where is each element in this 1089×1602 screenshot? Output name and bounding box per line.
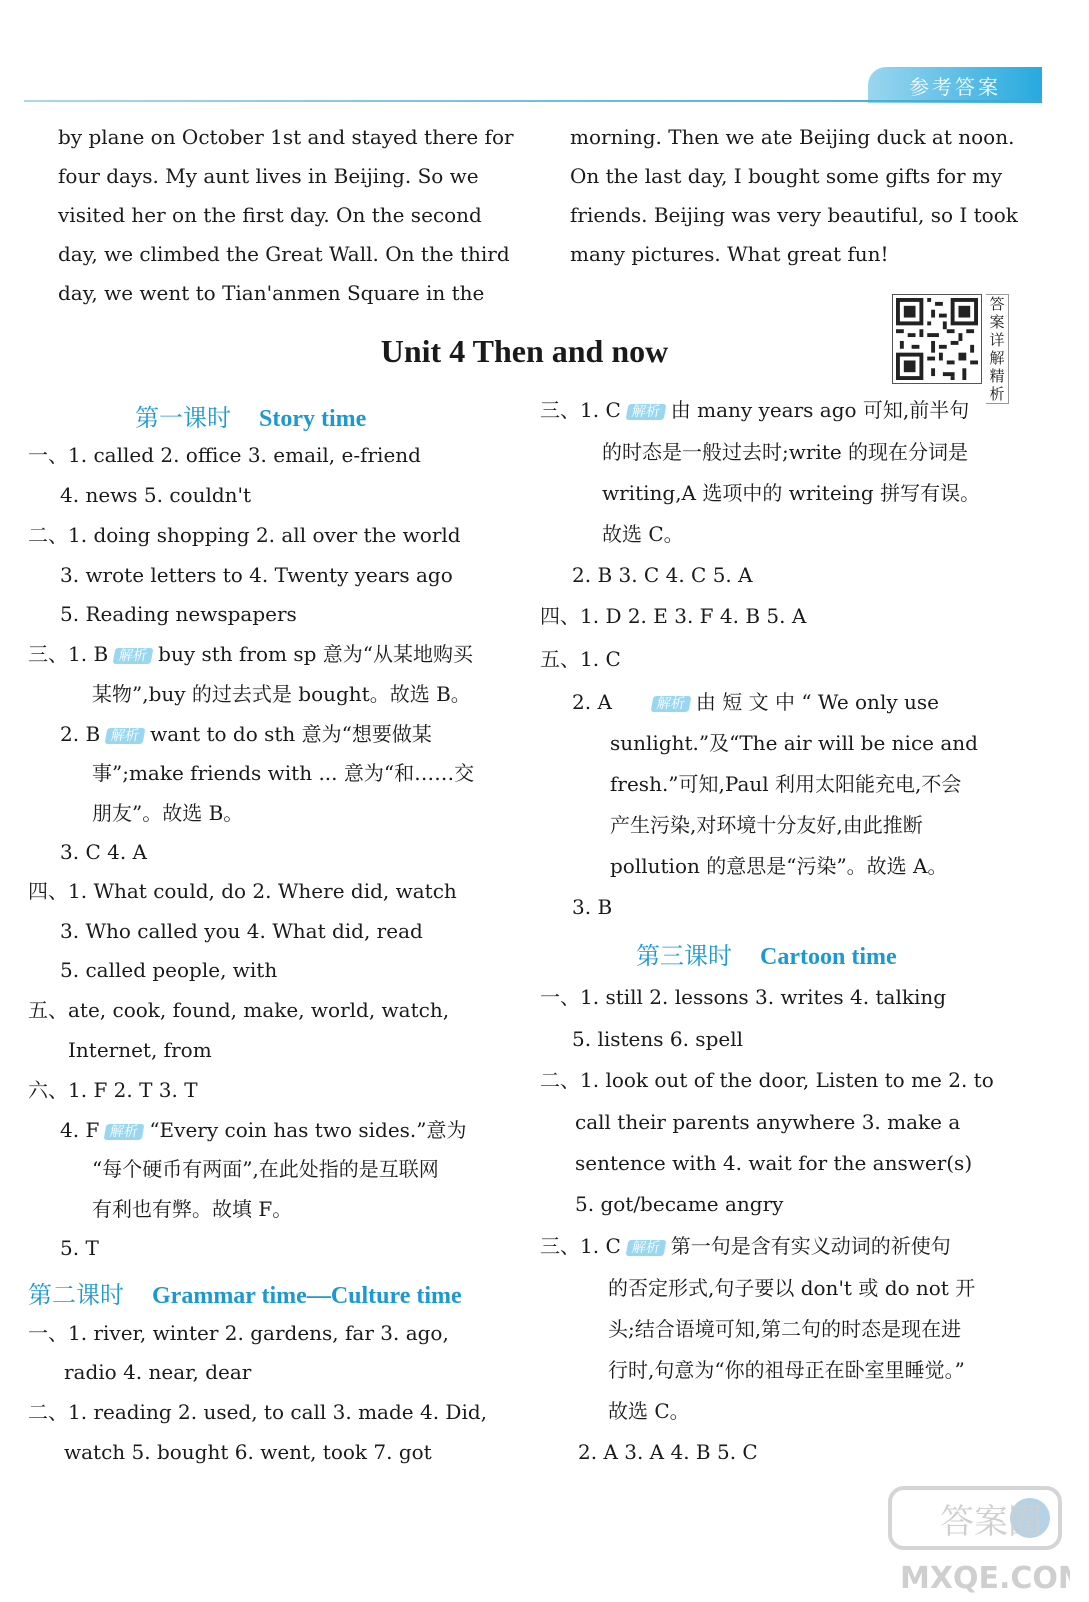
answer-text: 三、1. C xyxy=(540,1234,621,1258)
analysis-tag: 解析 xyxy=(625,404,666,420)
answer-line: “每个硬币有两面”,在此处指的是互联网 xyxy=(92,1157,439,1181)
watermark-logo xyxy=(880,1478,1070,1598)
answer-line: 的否定形式,句子要以 don't 或 do not 开 xyxy=(608,1276,976,1300)
answer-line xyxy=(540,1236,951,1256)
answer-line: pollution 的意思是“污染”。故选 A。 xyxy=(610,854,948,878)
answer-line: sunlight.”及“The air will be nice and xyxy=(610,731,978,755)
answer-line: 3. C 4. A xyxy=(60,840,147,864)
section-3-en: Cartoon time xyxy=(760,944,897,970)
answer-text: “Every coin has two sides.”意为 xyxy=(149,1118,467,1142)
unit-title: Unit 4 Then and now xyxy=(380,333,669,369)
answer-line xyxy=(60,1120,467,1140)
answer-line: 一、1. called 2. office 3. email, e-friend xyxy=(28,443,421,467)
analysis-tag: 解析 xyxy=(625,1240,666,1256)
answer-line: 5. Reading newspapers xyxy=(60,602,297,626)
answer-line: 2. A 3. A 4. B 5. C xyxy=(578,1440,758,1464)
answer-line: 3. Who called you 4. What did, read xyxy=(60,919,423,943)
analysis-tag: 解析 xyxy=(104,1124,145,1140)
answer-line: 2. B 3. C 4. C 5. A xyxy=(572,563,753,587)
answer-line: 朋友”。故选 B。 xyxy=(92,801,244,825)
answer-line: Internet, from xyxy=(68,1038,212,1062)
analysis-tag: 解析 xyxy=(113,648,154,664)
answer-line: 3. wrote letters to 4. Twenty years ago xyxy=(60,563,453,587)
top-right-line-2: On the last day, I bought some gifts for my xyxy=(570,164,1003,188)
section-heading-2 xyxy=(28,1275,462,1310)
header-tab: 参考答案 xyxy=(868,67,1042,103)
header-divider xyxy=(24,100,1042,102)
top-left-line-5: day, we went to Tian'anmen Square in the xyxy=(58,281,485,305)
answer-line: 产生污染,对环境十分友好,由此推断 xyxy=(610,813,923,837)
answer-line: 四、1. What could, do 2. Where did, watch xyxy=(28,879,457,903)
answer-line: 一、1. river, winter 2. gardens, far 3. ago, xyxy=(28,1321,449,1345)
watermark-site-text: MXQE.COM xyxy=(900,1561,1070,1596)
answer-text: 4. F xyxy=(60,1118,100,1142)
answer-line: watch 5. bought 6. went, took 7. got xyxy=(64,1440,432,1464)
watermark-logo-text: 答案圈 xyxy=(940,1502,1042,1542)
section-heading-1 xyxy=(135,398,366,433)
top-right-line-1: morning. Then we ate Beijing duck at noon. xyxy=(570,125,1015,149)
answer-text: buy sth from sp 意为“从某地购买 xyxy=(158,642,473,666)
answer-line: 3. B xyxy=(572,895,613,919)
answer-line: 二、1. look out of the door, Listen to me 2. to xyxy=(540,1068,994,1092)
answer-line: 5. called people, with xyxy=(60,958,278,982)
answer-line xyxy=(572,692,939,712)
answer-line: sentence with 4. wait for the answer(s) xyxy=(575,1151,973,1175)
answer-line: call their parents anywhere 3. make a xyxy=(575,1110,961,1134)
answer-text: 由 短 文 中 “ We only use xyxy=(695,690,939,714)
answer-text: 三、1. C xyxy=(540,398,621,422)
answer-line: writing,A 选项中的 writeing 拼写有误。 xyxy=(602,481,981,505)
top-left-line-3: visited her on the first day. On the second xyxy=(58,203,482,227)
answer-line: 二、1. doing shopping 2. all over the world xyxy=(28,523,461,547)
top-left-line-2: four days. My aunt lives in Beijing. So we xyxy=(58,164,479,188)
answer-line: 行时,句意为“你的祖母正在卧室里睡觉。” xyxy=(608,1358,965,1382)
answer-text: want to do sth 意为“想要做某 xyxy=(150,722,432,746)
top-left-line-1: by plane on October 1st and stayed there for xyxy=(58,125,514,149)
top-left-line-4: day, we climbed the Great Wall. On the third xyxy=(58,242,510,266)
answer-line: 二、1. reading 2. used, to call 3. made 4. Did, xyxy=(28,1400,488,1424)
answer-text: 2. A xyxy=(572,690,612,714)
answer-text: 2. B xyxy=(60,722,101,746)
analysis-tag: 解析 xyxy=(105,728,146,744)
section-heading-3 xyxy=(636,936,897,971)
answer-line: radio 4. near, dear xyxy=(64,1360,252,1384)
answer-text: 第一句是含有实义动词的祈使句 xyxy=(670,1234,951,1258)
answer-line: 的时态是一般过去时;write 的现在分词是 xyxy=(602,440,969,464)
top-right-line-4: many pictures. What great fun! xyxy=(570,242,889,266)
answer-line: 5. listens 6. spell xyxy=(572,1027,744,1051)
answer-text: 三、1. B xyxy=(28,642,109,666)
answer-line: 五、ate, cook, found, make, world, watch, xyxy=(28,998,450,1022)
answer-line: 5. T xyxy=(60,1236,99,1260)
top-right-line-3: friends. Beijing was very beautiful, so I took xyxy=(570,203,1018,227)
section-2-en: Grammar time—Culture time xyxy=(152,1283,462,1309)
answer-line: 5. got/became angry xyxy=(575,1192,784,1216)
answer-line xyxy=(540,400,969,420)
section-2-cn: 第二课时 xyxy=(28,1281,124,1309)
qr-side-label: 答案详解精析 xyxy=(986,294,1009,404)
answer-line: 某物”,buy 的过去式是 bought。故选 B。 xyxy=(92,682,471,706)
section-3-cn: 第三课时 xyxy=(636,942,732,970)
answer-line: 四、1. D 2. E 3. F 4. B 5. A xyxy=(540,604,807,628)
answer-line xyxy=(28,644,473,664)
section-1-en: Story time xyxy=(259,406,367,432)
answer-line: 事”;make friends with ... 意为“和……交 xyxy=(92,761,475,785)
analysis-tag: 解析 xyxy=(650,696,691,712)
answer-line: 有利也有弊。故填 F。 xyxy=(92,1197,293,1221)
answer-line: fresh.”可知,Paul 利用太阳能充电,不会 xyxy=(610,772,962,796)
answer-line: 五、1. C xyxy=(540,647,621,671)
answer-line xyxy=(60,724,432,744)
answer-line: 4. news 5. couldn't xyxy=(60,483,252,507)
answer-text: 由 many years ago 可知,前半句 xyxy=(670,398,970,422)
answer-line: 一、1. still 2. lessons 3. writes 4. talking xyxy=(540,985,947,1009)
answer-line: 头;结合语境可知,第二句的时态是现在进 xyxy=(608,1317,962,1341)
answer-line: 六、1. F 2. T 3. T xyxy=(28,1078,198,1102)
answer-line: 故选 C。 xyxy=(608,1399,690,1423)
section-1-cn: 第一课时 xyxy=(135,404,231,432)
answer-line: 故选 C。 xyxy=(602,522,684,546)
